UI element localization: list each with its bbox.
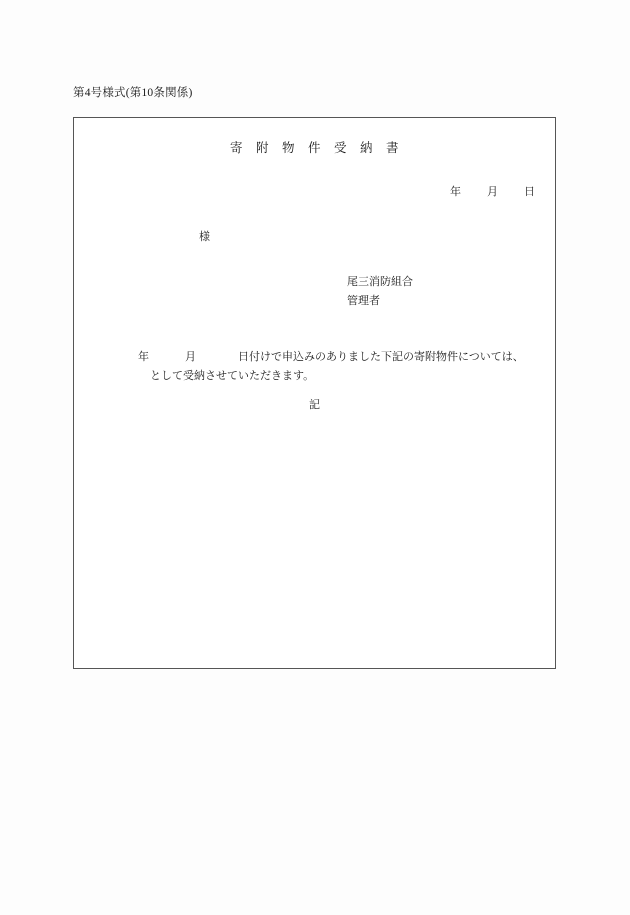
issue-date-year: 年 — [450, 186, 461, 198]
document-title: 寄 附 物 件 受 納 書 — [229, 141, 399, 155]
document-body-box — [73, 117, 556, 669]
issuer-role: 管理者 — [347, 295, 380, 307]
issue-date-day: 日 — [524, 186, 535, 198]
issuer-organization: 尾三消防組合 — [347, 276, 413, 288]
body-text — [138, 348, 537, 386]
body-date-year: 年 — [138, 351, 149, 363]
issue-date-month: 月 — [487, 186, 498, 198]
issue-date-line — [450, 183, 535, 199]
body-date-month: 月 — [185, 351, 196, 363]
ki-mark: 記 — [309, 399, 320, 411]
body-date-day-sentence: 日付けで申込みのありました下記の寄附物件については、 — [238, 351, 524, 363]
form-number-label: 第4号様式(第10条関係) — [73, 87, 193, 99]
issuer-block — [347, 273, 413, 311]
body-line-2: として受納させていただきます。 — [150, 370, 315, 382]
addressee-field: 様 — [199, 231, 210, 243]
